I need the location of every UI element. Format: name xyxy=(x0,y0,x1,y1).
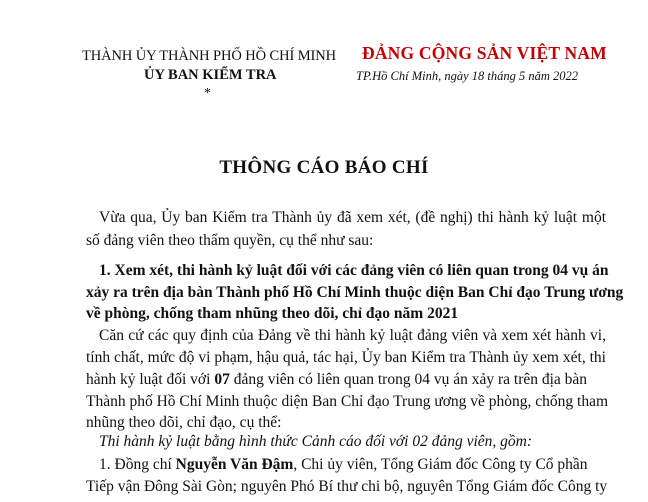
italic-line: Thi hành kỷ luật bằng hình thức Cảnh cáo đối với 02 đảng viên, gồm: xyxy=(99,433,533,450)
para2-line-3-pre: hành kỷ luật đối với xyxy=(86,371,215,388)
section1-line-3: về phòng, chống tham nhũng theo dõi, chỉ đạo năm 2021 xyxy=(86,305,459,322)
para2-line-1: Căn cứ các quy định của Đảng về thi hành kỷ luật đảng viên và xem xét hành vi, xyxy=(99,327,606,344)
item1-line-2: Tiếp vận Đông Sài Gòn; nguyên Phó Bí thư chi bộ, nguyên Tổng Giám đốc Công ty xyxy=(86,478,608,495)
item1-line-1 xyxy=(99,456,606,474)
party-name: ĐẢNG CỘNG SẢN VIỆT NAM xyxy=(362,43,607,63)
org-committee: ỦY BAN KIỂM TRA xyxy=(144,67,277,83)
para2-line-3-post: đảng viên có liên quan trong 04 vụ án xảy ra trên địa bàn xyxy=(229,371,588,388)
item1-name: Nguyễn Văn Đậm xyxy=(175,456,294,473)
section1-line-2: xảy ra trên địa bàn Thành phố Hồ Chí Minh thuộc diện Ban Chỉ đạo Trung ương xyxy=(86,284,624,301)
para2-line-2: tính chất, mức độ vi phạm, hậu quả, tác hại, Ủy ban Kiểm tra Thành ủy xem xét, thi xyxy=(86,349,606,366)
para2-line-4: Thành phố Hồ Chí Minh thuộc diện Ban Chỉ đạo Trung ương về phòng, chống tham xyxy=(86,393,609,410)
intro-line-1: Vừa qua, Ủy ban Kiểm tra Thành ủy đã xem xét, (đề nghị) thi hành kỷ luật một xyxy=(99,209,606,226)
para2-count: 07 xyxy=(214,371,230,388)
document-title: THÔNG CÁO BÁO CHÍ xyxy=(219,157,429,178)
org-name: THÀNH ỦY THÀNH PHỐ HỒ CHÍ MINH xyxy=(82,48,336,64)
para2-line-5: nhũng theo dõi, chỉ đạo, cụ thể: xyxy=(86,414,282,431)
section1-line-1: 1. Xem xét, thi hành kỷ luật đối với các đảng viên có liên quan trong 04 vụ án xyxy=(99,262,609,279)
item1-post: , Chi ủy viên, Tổng Giám đốc Công ty Cổ phần xyxy=(293,456,588,473)
item1-pre: 1. Đồng chí xyxy=(99,456,176,473)
para2-line-3 xyxy=(86,371,606,389)
header-star: * xyxy=(204,86,211,101)
intro-line-2: số đảng viên theo thẩm quyền, cụ thể như sau: xyxy=(86,232,374,249)
place-date: TP.Hồ Chí Minh, ngày 18 tháng 5 năm 2022 xyxy=(356,69,578,83)
